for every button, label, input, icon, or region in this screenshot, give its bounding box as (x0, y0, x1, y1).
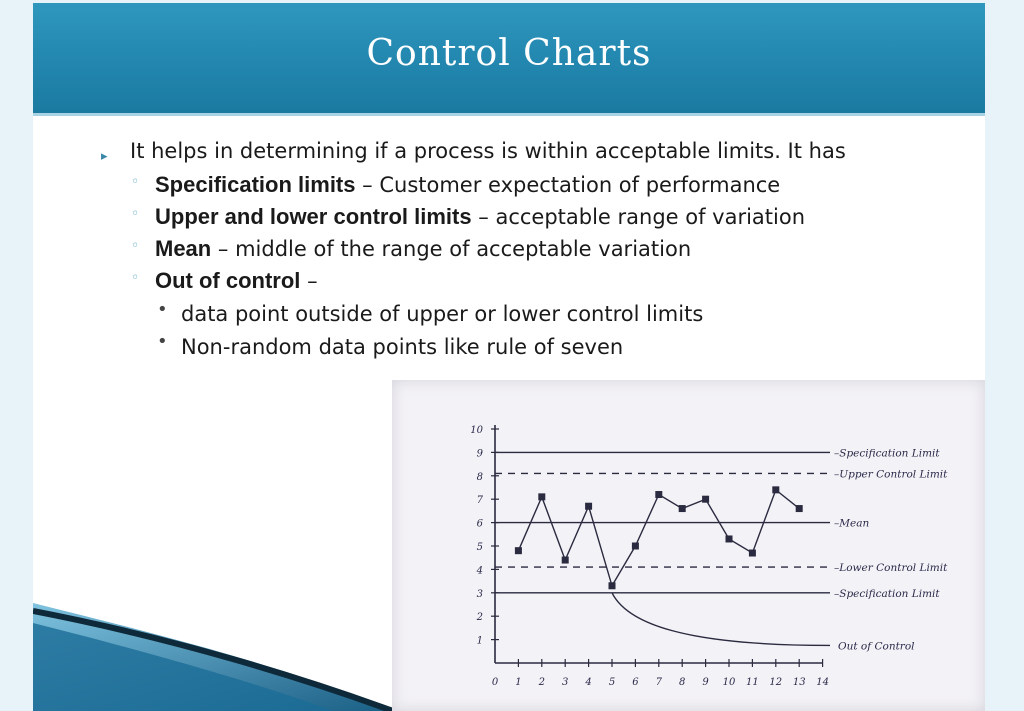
x-tick-label: 12 (769, 677, 783, 688)
item-desc: – (300, 269, 318, 293)
circle-bullet-icon: ◦ (131, 174, 140, 190)
list-item (155, 236, 691, 262)
y-tick-label: 10 (470, 425, 483, 436)
x-tick-label: 7 (655, 677, 662, 688)
y-tick-label: 1 (476, 635, 483, 647)
y-tick-label: 2 (476, 612, 483, 624)
item-desc: – middle of the range of acceptable variation (211, 237, 692, 261)
x-tick-label: 11 (746, 677, 759, 688)
y-tick-label: 4 (476, 565, 483, 577)
y-tick-label: 3 (476, 588, 483, 600)
y-tick-label: 8 (476, 471, 483, 483)
data-point (632, 543, 639, 550)
list-item (155, 268, 318, 294)
reference-line-label: –Specification Limit (834, 447, 940, 460)
x-tick-label: 2 (538, 677, 545, 688)
item-term: Out of control (155, 268, 301, 293)
data-point (749, 550, 756, 557)
x-tick-label: 8 (679, 677, 686, 688)
dot-bullet-icon: • (157, 299, 168, 320)
data-point (562, 557, 569, 564)
dot-bullet-icon: • (157, 331, 168, 352)
item-term: Upper and lower control limits (155, 204, 472, 229)
slide-title: Control Charts (366, 33, 652, 74)
item-term: Mean (155, 236, 212, 261)
data-point (726, 535, 733, 542)
x-tick-label: 0 (491, 677, 499, 688)
x-tick-label: 5 (608, 677, 616, 688)
data-point (772, 486, 779, 493)
y-tick-label: 6 (476, 518, 483, 530)
reference-line-label: –Specification Limit (834, 587, 940, 600)
circle-bullet-icon: ◦ (131, 270, 140, 286)
x-tick-label: 13 (792, 677, 806, 688)
item-desc: – Customer expectation of performance (355, 173, 781, 197)
intro-text: It helps in determining if a process is within acceptable limits. It has (130, 139, 846, 163)
out-of-control-label: Out of Control (838, 640, 915, 653)
x-tick-label: 10 (722, 677, 736, 688)
y-tick-label: 9 (476, 448, 483, 460)
list-item (155, 172, 780, 198)
data-point (796, 505, 803, 512)
circle-bullet-icon: ◦ (131, 238, 140, 254)
x-tick-label: 3 (562, 677, 569, 688)
sub-list-item: Non-random data points like rule of seven (181, 335, 624, 359)
data-point (702, 496, 709, 503)
triangle-bullet-icon: ▸ (101, 149, 108, 164)
x-tick-label: 6 (632, 677, 639, 688)
data-series-line (518, 490, 799, 586)
x-tick-label: 9 (702, 677, 709, 688)
data-point (609, 582, 616, 589)
reference-line-label: –Upper Control Limit (834, 468, 948, 481)
control-chart (392, 380, 985, 711)
y-tick-label: 7 (476, 495, 483, 507)
list-item (155, 204, 805, 230)
data-point (585, 503, 592, 510)
chart-photo (392, 380, 985, 711)
item-desc: – acceptable range of variation (471, 205, 806, 229)
reference-line-label: –Mean (834, 517, 870, 530)
slide (33, 3, 985, 711)
x-tick-label: 14 (816, 677, 829, 688)
circle-bullet-icon: ◦ (131, 206, 140, 222)
decorative-swoosh (33, 593, 433, 711)
sub-list-item: data point outside of upper or lower control limits (181, 302, 704, 326)
out-of-control-curve (612, 593, 830, 646)
data-point (538, 493, 545, 500)
y-tick-label: 5 (476, 542, 483, 553)
item-term: Specification limits (155, 172, 356, 197)
data-point (679, 505, 686, 512)
data-point (655, 491, 662, 498)
reference-line-label: –Lower Control Limit (834, 562, 948, 575)
data-point (515, 547, 522, 554)
x-tick-label: 4 (585, 677, 592, 688)
x-tick-label: 1 (515, 677, 522, 688)
